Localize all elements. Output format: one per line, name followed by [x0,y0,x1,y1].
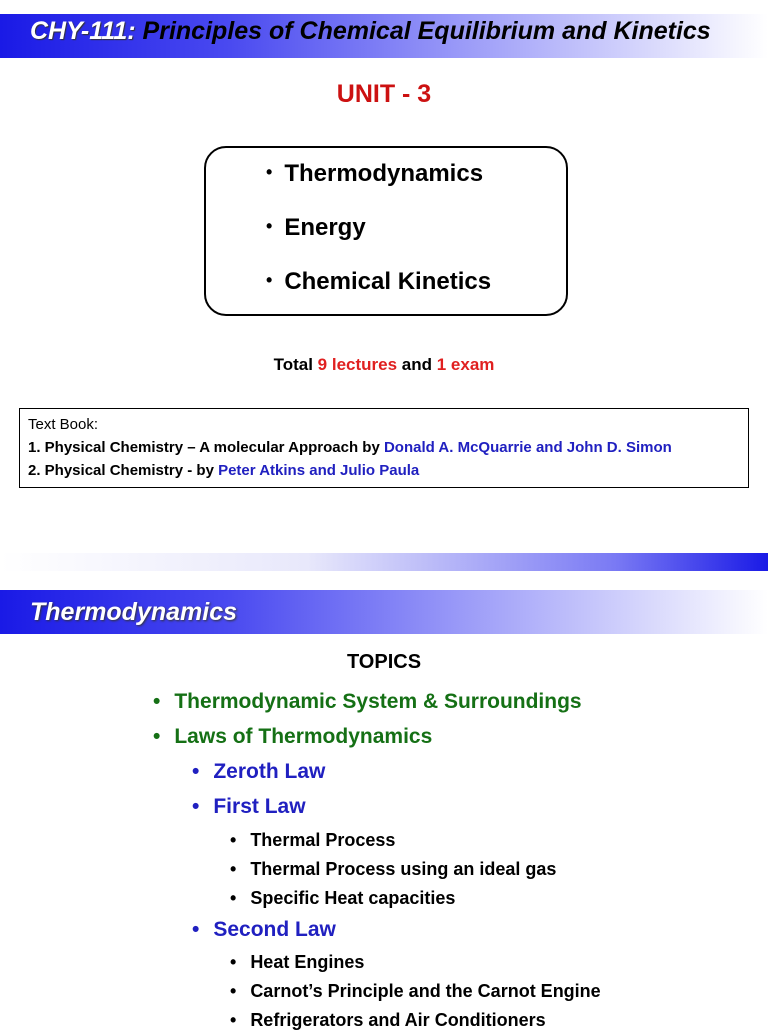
topic-label: Laws of Thermodynamics [174,725,433,748]
textbook-title: Text Book: [28,416,99,433]
course-code: CHY-111: [30,17,136,45]
topic-item [192,918,336,942]
bullet-icon: • [230,830,237,850]
book2-title: 2. Physical Chemistry - by [28,462,219,479]
box-item-label: Chemical Kinetics [284,268,492,295]
bullet-icon: • [192,795,200,818]
textbook-entry-2 [28,459,740,482]
slide-title: Thermodynamics [30,598,238,626]
topic-item [230,888,455,909]
total-prefix: Total [273,355,318,374]
topic-item [230,1010,546,1031]
course-name: Principles of Chemical Equilibrium and Kinetics [135,17,711,45]
bullet-icon: • [230,981,237,1001]
topic-label: Zeroth Law [213,760,326,783]
topic-label: Carnot’s Principle and the Carnot Engine [250,981,601,1001]
topic-label: Heat Engines [250,952,365,972]
topic-item [230,981,601,1002]
topic-label: Second Law [213,918,336,941]
unit-topics-box [204,146,568,316]
box-item-label: Thermodynamics [284,160,484,187]
bullet-icon: • [192,918,200,941]
topic-item [230,830,395,851]
topic-item [192,795,306,819]
topic-item [153,690,582,714]
book1-authors: Donald A. McQuarrie and John D. Simon [383,439,672,456]
lecture-count: 9 lectures [317,355,398,374]
book1-title: 1. Physical Chemistry – A molecular Approach by [28,439,384,456]
topic-item [153,725,432,749]
topic-label: Thermal Process using an ideal gas [250,859,557,879]
topic-label: Specific Heat capacities [250,888,456,908]
textbook-box [19,408,749,488]
box-item-label: Energy [284,214,366,241]
box-item [266,268,491,296]
bullet-icon: • [153,690,161,713]
topic-label: Refrigerators and Air Conditioners [250,1010,546,1030]
bullet-icon: • [266,270,273,290]
topic-label: Thermodynamic System & Surroundings [174,690,582,713]
lecture-summary [0,355,768,375]
slide-divider [0,553,768,571]
topic-item [230,952,364,973]
topic-item [230,859,556,880]
bullet-icon: • [153,725,161,748]
textbook-entry-1 [28,436,740,459]
topic-label: First Law [213,795,306,818]
exam-count: 1 exam [436,355,495,374]
total-middle: and [397,355,437,374]
box-item [266,214,366,242]
bullet-icon: • [230,952,237,972]
topic-item [192,760,325,784]
topic-label: Thermal Process [250,830,396,850]
unit-heading: UNIT - 3 [336,80,432,108]
bullet-icon: • [192,760,200,783]
course-title [30,17,711,46]
bullet-icon: • [266,216,273,236]
bullet-icon: • [266,162,273,182]
bullet-icon: • [230,888,237,908]
box-item [266,160,483,188]
book2-authors: Peter Atkins and Julio Paula [218,462,420,479]
bullet-icon: • [230,859,237,879]
topics-heading: TOPICS [346,651,422,673]
bullet-icon: • [230,1010,237,1030]
